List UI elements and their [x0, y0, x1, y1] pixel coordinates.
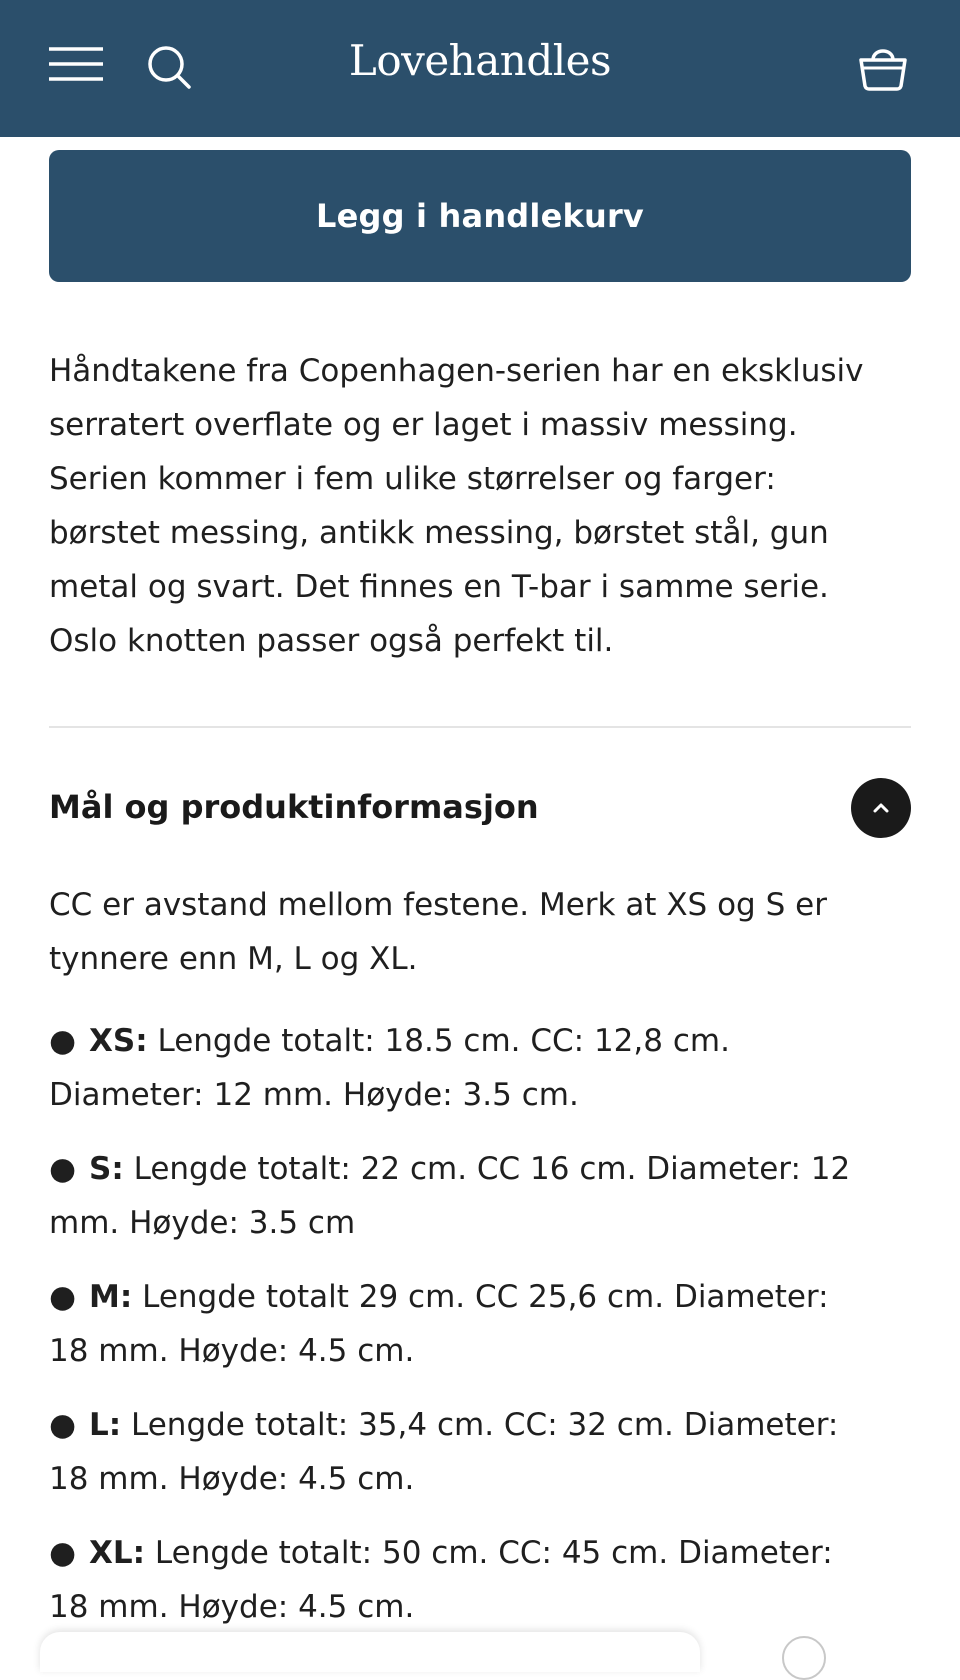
size-details: Lengde totalt 29 cm. CC 25,6 cm. Diameter: 18 mm. Høyde: 4.5 cm.: [49, 1279, 829, 1369]
list-item: [49, 1398, 911, 1506]
add-to-cart-button[interactable]: Legg i handlekurv: [49, 150, 911, 282]
list-item: [49, 1014, 911, 1122]
size-details: Lengde totalt: 22 cm. CC 16 cm. Diameter: 12 mm. Høyde: 3.5 cm: [49, 1151, 851, 1241]
chevron-up-icon: [872, 802, 890, 814]
size-label: L:: [89, 1407, 122, 1443]
size-label: XL:: [89, 1535, 146, 1571]
bullet-icon: ●: [49, 1151, 77, 1187]
size-label: XS:: [89, 1023, 148, 1059]
list-item: [49, 1142, 911, 1250]
list-item: [49, 1270, 911, 1378]
sticky-bottom-bar[interactable]: [40, 1632, 700, 1672]
accordion-header-dimensions[interactable]: [49, 770, 911, 846]
collapse-toggle-button[interactable]: [851, 778, 911, 838]
size-label: S:: [89, 1151, 124, 1187]
size-details: Lengde totalt: 50 cm. CC: 45 cm. Diameter: 18 mm. Høyde: 4.5 cm.: [49, 1535, 833, 1625]
size-spec-list: [49, 1014, 911, 1654]
floating-action-button[interactable]: [782, 1636, 826, 1680]
bullet-icon: ●: [49, 1279, 77, 1315]
size-label: M:: [89, 1279, 133, 1315]
size-details: Lengde totalt: 18.5 cm. CC: 12,8 cm. Diameter: 12 mm. Høyde: 3.5 cm.: [49, 1023, 730, 1113]
basket-icon[interactable]: [857, 38, 909, 92]
dimensions-intro: CC er avstand mellom festene. Merk at XS og S er tynnere enn M, L og XL.: [49, 887, 827, 977]
product-description: Håndtakene fra Copenhagen-serien har en eksklusiv serratert overflate og er laget i massiv messing. Serien kommer i fem ulike størrelser og farger: børstet messing, antikk messing, børstet stål, gun metal og svart. Det finnes en T-bar i samme serie. Oslo knotten passer også perfekt til.: [49, 353, 864, 659]
size-details: Lengde totalt: 35,4 cm. CC: 32 cm. Diameter: 18 mm. Høyde: 4.5 cm.: [49, 1407, 839, 1497]
accordion-title: Mål og produktinformasjon: [49, 788, 539, 826]
bullet-icon: ●: [49, 1535, 77, 1571]
site-header: [0, 0, 960, 137]
bullet-icon: ●: [49, 1023, 77, 1059]
bullet-icon: ●: [49, 1407, 77, 1443]
site-logo[interactable]: Lovehandles: [348, 36, 612, 85]
section-divider: [49, 726, 911, 728]
list-item: [49, 1526, 911, 1634]
